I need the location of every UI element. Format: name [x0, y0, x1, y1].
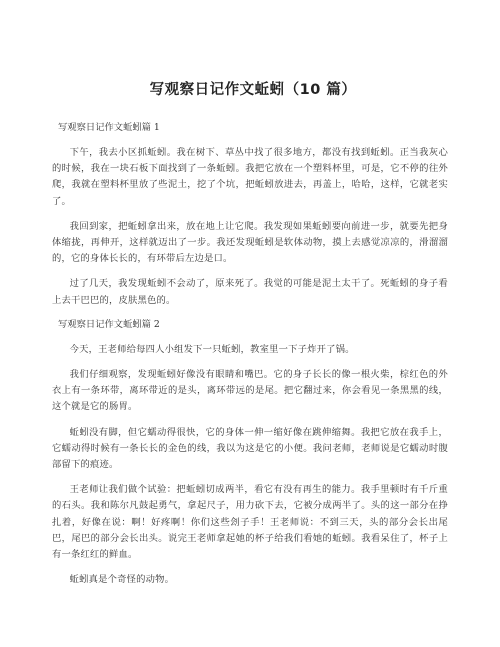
paragraph: 今天，王老师给每四人小组发下一只蚯蚓，教室里一下子炸开了锅。 — [69, 343, 355, 355]
document-title: 写观察日记作文蚯蚓（10 篇） — [149, 82, 357, 98]
section-heading: 写观察日记作文蚯蚓篇 2 — [58, 318, 160, 330]
paragraph: 蚯蚓真是个奇怪的动物。 — [69, 574, 175, 586]
section-2 — [52, 318, 448, 589]
paragraph: 我们仔细观察，发现蚯蚓好像没有眼睛和嘴巴。它的身子长长的像一根火柴，棕红色的外衣上有一条环带，离环带近的是头，离环带远的是尾。把它翻过来，你会看见一条黑黑的线，这个就是它的肠胃。 — [52, 369, 448, 413]
paragraph: 我回到家，把蚯蚓拿出来，放在地上让它爬。我发现如果蚯蚓要向前进一步，就要先把身体缩拢，再伸开，这样就迈出了一步。我还发现蚯蚓是软体动物，摸上去感觉凉凉的，滑溜溜的，它的身体长长的，有环带后左边是口。 — [52, 220, 448, 265]
paragraph: 过了几天，我发现蚯蚓不会动了，原来死了。我觉的可能是泥土太干了。死蚯蚓的身子看上去干巴巴的，皮肤黑色的。 — [52, 278, 448, 306]
paragraph: 下午，我去小区抓蚯蚓。我在树下、草丛中找了很多地方，都没有找到蚯蚓。正当我灰心的时候，我在一块石板下面找到了一条蚯蚓。我把它放在一个塑料杯里，可是，它不停的往外爬，我就在塑料杯里放了些泥土，挖了个坑，把蚯蚓放进去，再盖上，哈哈，这样，它就老实了。 — [52, 147, 448, 207]
section-1 — [52, 121, 448, 309]
paragraph: 王老师让我们做个试验：把蚯蚓切成两半，看它有没有再生的能力。我手里顿时有千斤重的石头。我和陈尔凡鼓起勇气，拿起尺子，用力砍下去，它被分成两半了。头的这一部分在挣扎着，好像在说：啊！好疼啊！你们这些刽子手！王老师说：不到三天，头的部分会长出尾巴，尾巴的部分会长出头。说完王老师拿起她的杯子给我们看她的蚯蚓。我看呆住了，杯子上有一条红红的鲜血。 — [52, 484, 448, 561]
paragraph: 蚯蚓没有脚，但它蠕动得很快，它的身体一伸一缩好像在跳伸缩舞。我把它放在我手上，它蠕动得时候有一条长长的金色的线，我以为这是它的小便。我问老师，老师说是它蠕动时腹部留下的痕迹。 — [52, 426, 448, 471]
section-heading: 写观察日记作文蚯蚓篇 1 — [58, 122, 160, 133]
